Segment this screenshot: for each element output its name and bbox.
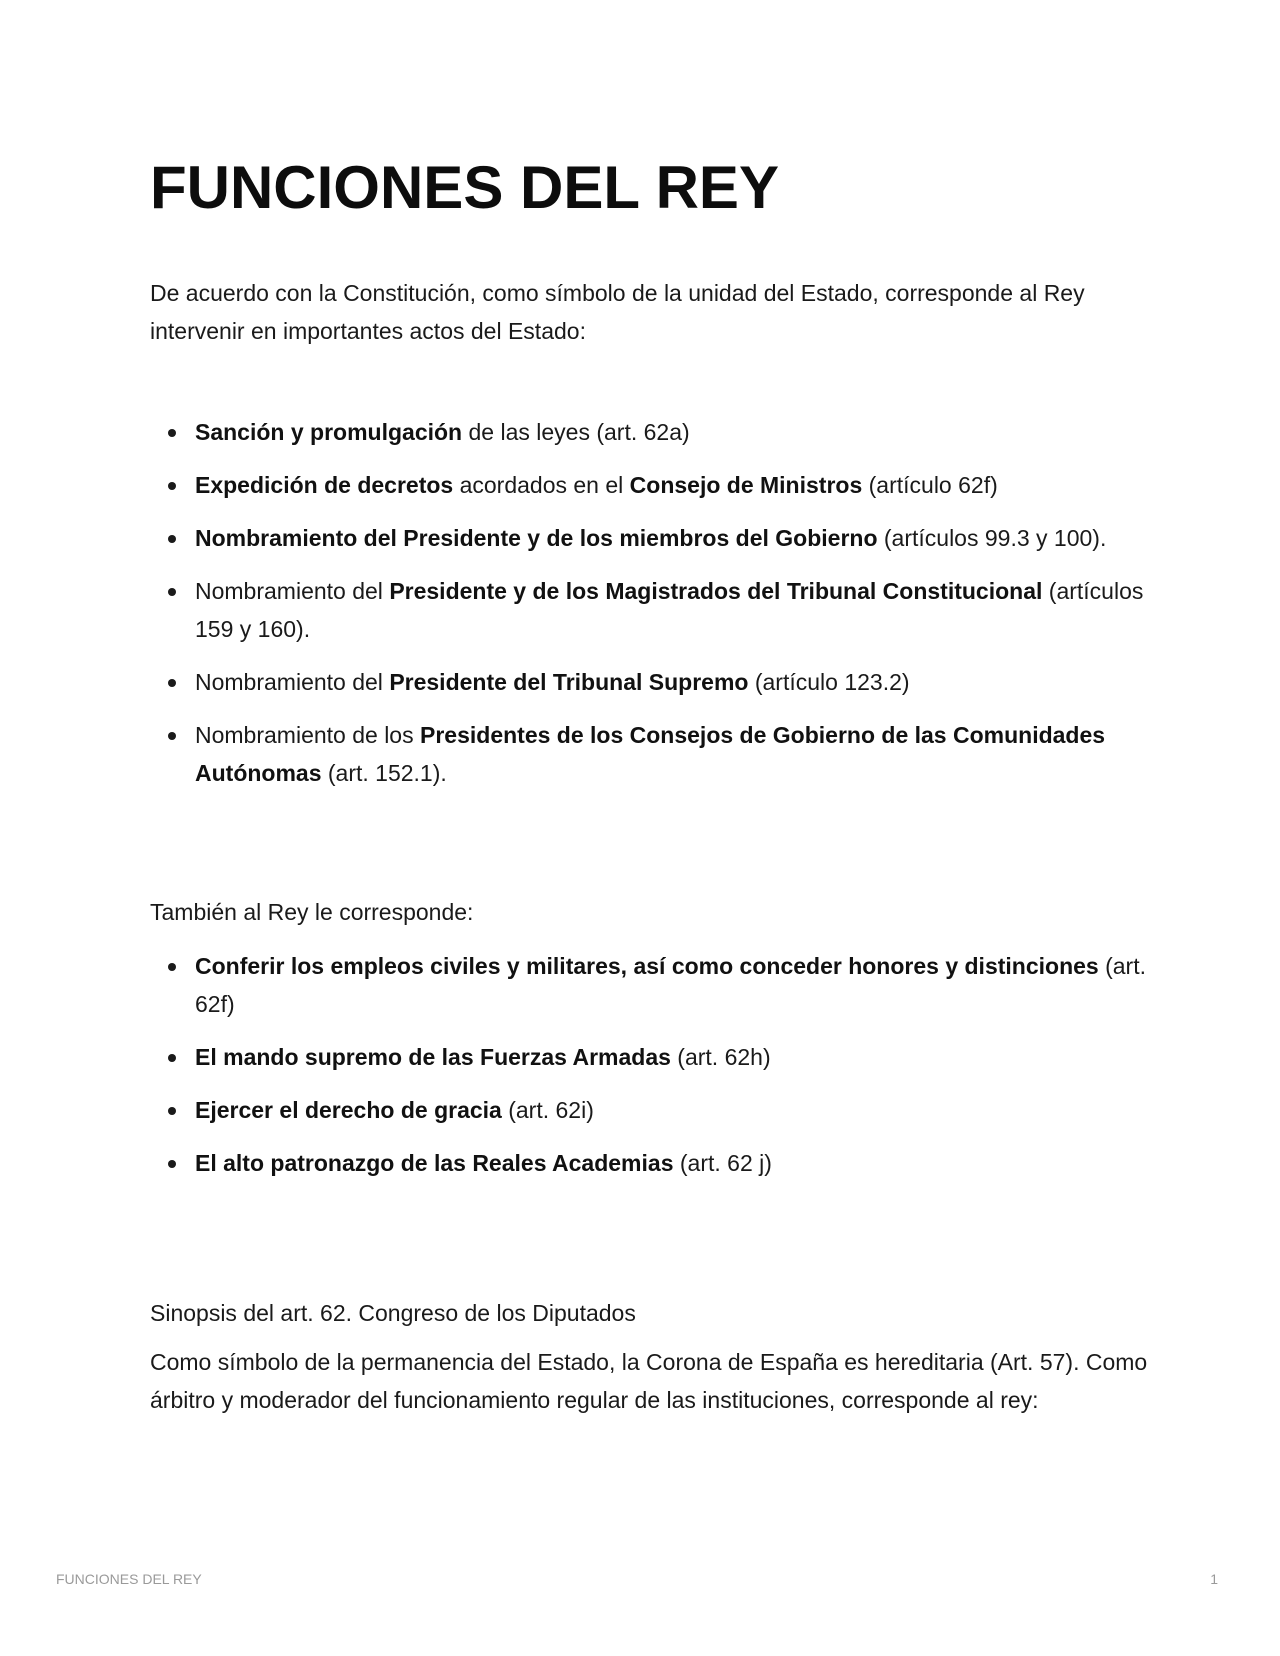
- bullet-icon: [168, 1107, 176, 1115]
- bullet-icon: [168, 429, 176, 437]
- bullet-icon: [168, 679, 176, 687]
- bold-text: El alto patronazgo de las Reales Academias: [195, 1150, 674, 1176]
- bold-text: Ejercer el derecho de gracia: [195, 1097, 502, 1123]
- list-item: [150, 947, 1150, 1023]
- list-item: [150, 519, 1150, 557]
- list-item: [150, 716, 1150, 792]
- royal-acts-list: [150, 413, 1150, 807]
- list-text: Nombramiento del: [195, 669, 390, 695]
- bullet-icon: [168, 1054, 176, 1062]
- list-item: [150, 1091, 1150, 1129]
- list-text: Nombramiento de los: [195, 722, 420, 748]
- list-item: [150, 663, 1150, 701]
- bold-text: Presidente del Tribunal Supremo: [389, 669, 749, 695]
- bullet-icon: [168, 1160, 176, 1168]
- bullet-icon: [168, 963, 176, 971]
- list-text: Nombramiento del: [195, 578, 390, 604]
- list-text: (art. 152.1).: [321, 760, 447, 786]
- list-text: acordados en el: [453, 472, 630, 498]
- list-item: [150, 572, 1150, 648]
- bold-text: Conferir los empleos civiles y militares, así como conceder honores y distinciones: [195, 953, 1099, 979]
- list-item: [150, 413, 1150, 451]
- bold-text: El mando supremo de las Fuerzas Armadas: [195, 1044, 671, 1070]
- list-item: [150, 1038, 1150, 1076]
- list-item: [150, 466, 1150, 504]
- page-number: 1: [1210, 1571, 1218, 1587]
- list-text: (artículos 99.3 y 100).: [877, 525, 1107, 551]
- royal-duties-list: [150, 947, 1150, 1197]
- bold-text: Presidente y de los Magistrados del Tribunal Constitucional: [389, 578, 1043, 604]
- bullet-icon: [168, 482, 176, 490]
- list-text: (artículo 62f): [862, 472, 998, 498]
- page-title: FUNCIONES DEL REY: [150, 154, 779, 221]
- crown-paragraph: Como símbolo de la permanencia del Estado, la Corona de España es hereditaria (Art. 57). Como árbitro y moderador del funcionamiento regular de las instituciones, corresponde al rey:: [150, 1349, 1148, 1413]
- list-text: (art. 62i): [501, 1097, 594, 1123]
- list-item: [150, 1144, 1150, 1182]
- list-text: (art. 62h): [670, 1044, 771, 1070]
- bold-text: Presidentes de los Consejos de Gobierno de las Comunidades Autónomas: [195, 722, 1106, 786]
- list-text: (artículos 159 y 160).: [195, 578, 1144, 642]
- bold-text: Consejo de Ministros: [629, 472, 863, 498]
- bold-text: Expedición de decretos: [195, 472, 454, 498]
- bullet-icon: [168, 535, 176, 543]
- list-text: (art. 62 j): [673, 1150, 772, 1176]
- bullet-icon: [168, 588, 176, 596]
- also-corresponds-paragraph: También al Rey le corresponde:: [150, 899, 474, 925]
- bold-text: Nombramiento del Presidente y de los miembros del Gobierno: [195, 525, 878, 551]
- list-text: (artículo 123.2): [748, 669, 910, 695]
- footer-title: FUNCIONES DEL REY: [56, 1571, 202, 1587]
- bold-text: Sanción y promulgación: [195, 419, 463, 445]
- bullet-icon: [168, 732, 176, 740]
- list-text: (art. 62f): [195, 953, 1146, 1017]
- intro-paragraph: De acuerdo con la Constitución, como símbolo de la unidad del Estado, corresponde al Rey intervenir en importantes actos del Estado:: [150, 280, 1085, 344]
- list-text: de las leyes (art. 62a): [462, 419, 690, 445]
- synopsis-reference: Sinopsis del art. 62. Congreso de los Diputados: [150, 1300, 636, 1326]
